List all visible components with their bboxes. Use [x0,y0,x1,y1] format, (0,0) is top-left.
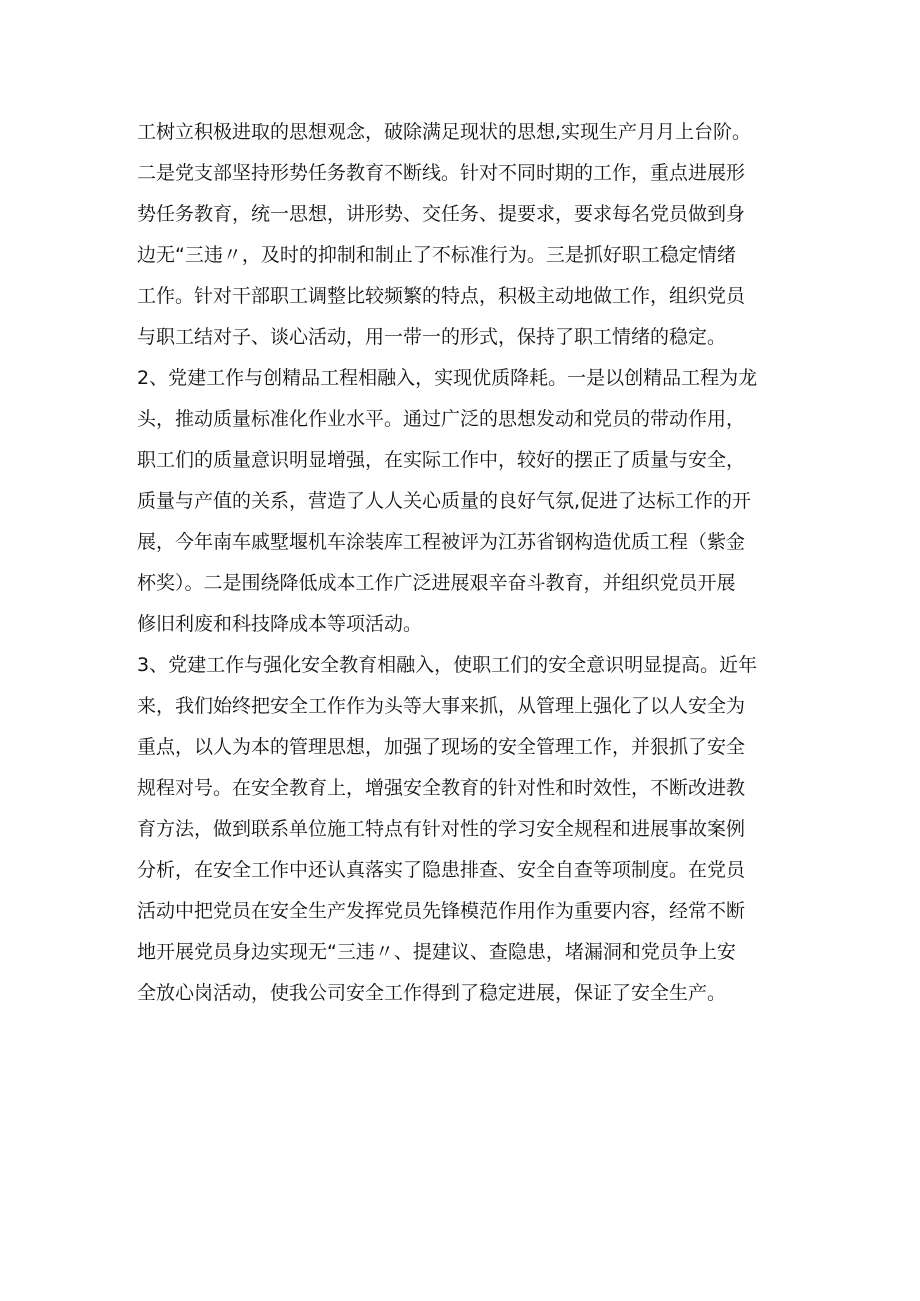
text-line: 修旧利废和科技降成本等项活动。 [137,613,423,635]
text-line: 活动中把党员在安全生产发挥党员先锋模范作用作为重要内容，经常不断 [137,900,746,922]
text-line: 3、党建工作与强化安全教育相融入，使职工们的安全意识明显提高。近年 [137,654,758,676]
text-line: 育方法，做到联系单位施工特点有针对性的学习安全规程和进展事故案例 [137,818,746,840]
text-line: 头，推动质量标准化作业水平。通过广泛的思想发动和党员的带动作用， [137,408,746,430]
text-line: 质量与产值的关系，营造了人人关心质量的良好气氛,促进了达标工作的开 [137,490,752,512]
text-line: 势任务教育，统一思想，讲形势、交任务、提要求，要求每名党员做到身 [137,203,746,225]
text-line: 二是党支部坚持形势任务教育不断线。针对不同时期的工作，重点进展形 [137,162,746,184]
text-line: 地开展党员身边实现无“三违〃、提建议、查隐患，堵漏洞和党员争上安 [137,941,736,963]
text-line: 工树立积极进取的思想观念，破除满足现状的思想,实现生产月月上台阶。 [137,121,752,143]
text-line: 展，今年南车戚墅堰机车涂装库工程被评为江苏省钢构造优质工程（紫金 [137,531,746,553]
text-line: 职工们的质量意识明显增强，在实际工作中，较好的摆正了质量与安全， [137,449,746,471]
text-line: 杯奖）。二是围绕降低成本工作广泛进展艰辛奋斗教育，并组织党员开展 [137,572,736,594]
text-line: 2、党建工作与创精品工程相融入，实现优质降耗。一是以创精品工程为龙 [137,367,758,389]
text-line: 来，我们始终把安全工作作为头等大事来抓，从管理上强化了以人安全为 [137,695,746,717]
text-line: 全放心岗活动，使我公司安全工作得到了稳定进展，保证了安全生产。 [137,982,727,1004]
text-line: 分析，在安全工作中还认真落实了隐患排查、安全自查等项制度。在党员 [137,859,746,881]
text-line: 边无“三违〃，及时的抑制和制止了不标准行为。三是抓好职工稳定情绪 [137,244,736,266]
body-text [137,112,787,1014]
text-line: 规程对号。在安全教育上，增强安全教育的针对性和时效性，不断改进教 [137,777,746,799]
text-line: 工作。针对干部职工调整比较频繁的特点，积极主动地做工作，组织党员 [137,285,746,307]
text-line: 重点，以人为本的管理思想，加强了现场的安全管理工作，并狠抓了安全 [137,736,746,758]
text-line: 与职工结对子、谈心活动，用一带一的形式，保持了职工情绪的稳定。 [137,326,727,348]
